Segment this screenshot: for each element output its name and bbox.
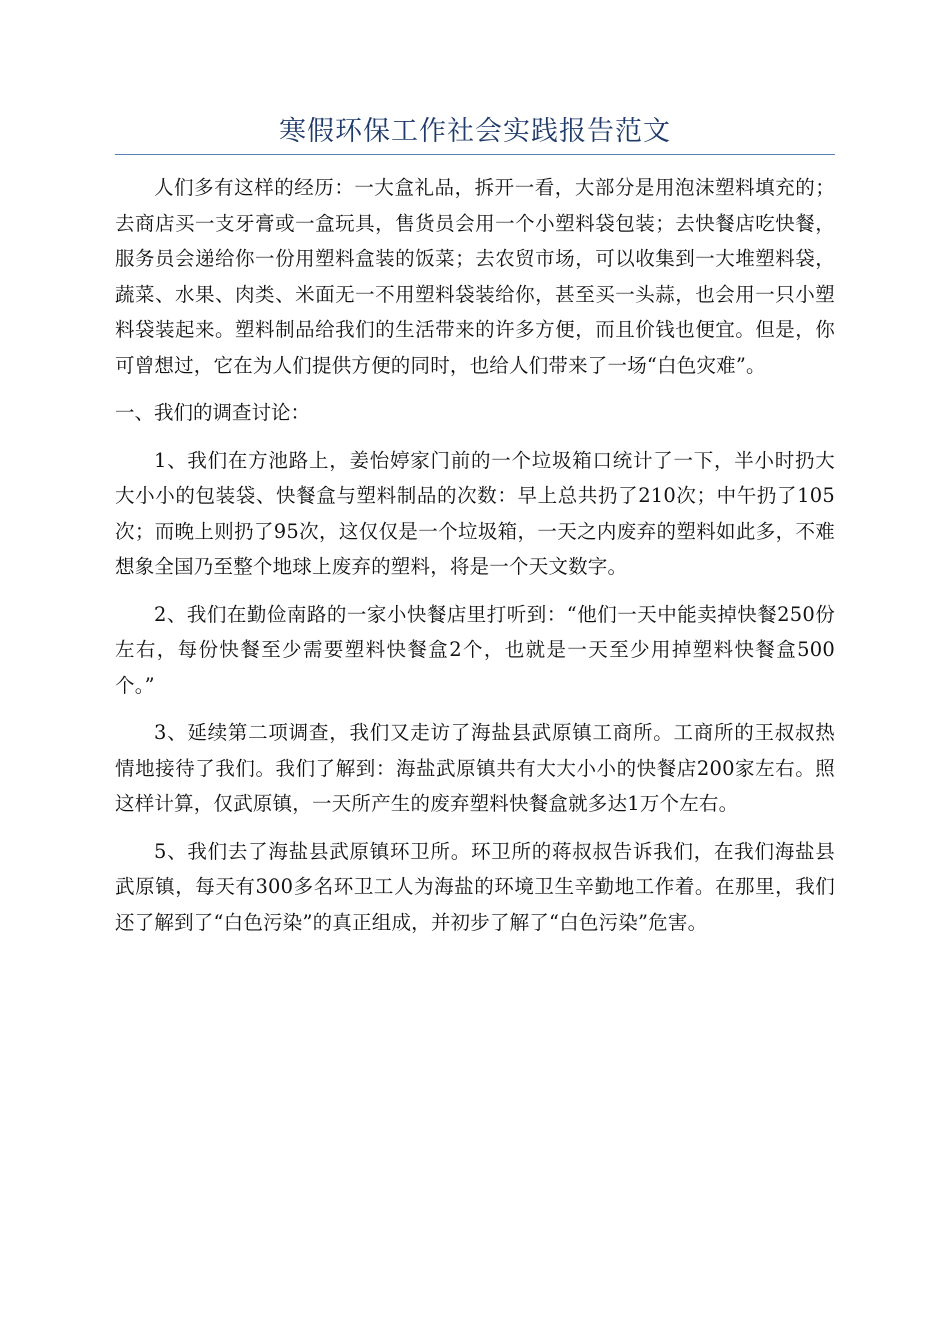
document-title: 寒假环保工作社会实践报告范文: [279, 116, 671, 147]
title-underline: [115, 154, 835, 155]
document-body: [115, 170, 835, 952]
finding-paragraph-3: 3、延续第二项调查，我们又走访了海盐县武原镇工商所。工商所的王叔叔热情地接待了我们。我们了解到：海盐武原镇共有大大小小的快餐店200家左右。照这样计算，仅武原镇，一天所产生的废弃塑料快餐盒就多达1万个左右。: [115, 721, 835, 815]
intro-paragraph: 人们多有这样的经历：一大盒礼品，拆开一看，大部分是用泡沫塑料填充的；去商店买一支牙膏或一盒玩具，售货员会用一个小塑料袋包装；去快餐店吃快餐，服务员会递给你一份用塑料盒装的饭菜；去农贸市场，可以收集到一大堆塑料袋，蔬菜、水果、肉类、米面无一不用塑料袋装给你，甚至买一头蒜，也会用一只小塑料袋装起来。塑料制品给我们的生活带来的许多方便，而且价钱也便宜。但是，你可曾想过，它在为人们提供方便的同时，也给人们带来了一场“白色灾难”。: [115, 176, 835, 377]
finding-paragraph-1: 1、我们在方池路上，姜怡婷家门前的一个垃圾箱口统计了一下，半小时扔大大小小的包装袋、快餐盒与塑料制品的次数：早上总共扔了210次；中午扔了105次；而晚上则扔了95次，这仅仅是一个垃圾箱，一天之内废弃的塑料如此多，不难想象全国乃至整个地球上废弃的塑料，将是一个天文数字。: [115, 448, 835, 578]
finding-paragraph-2: 2、我们在勤俭南路的一家小快餐店里打听到：“他们一天中能卖掉快餐250份左右，每份快餐至少需要塑料快餐盒2个，也就是一天至少用掉塑料快餐盒500个。”: [115, 602, 835, 697]
section-heading: 一、我们的调查讨论：: [115, 401, 311, 424]
finding-paragraph-5: 5、我们去了海盐县武原镇环卫所。环卫所的蒋叔叔告诉我们，在我们海盐县武原镇，每天有300多名环卫工人为海盐的环境卫生辛勤地工作着。在那里，我们还了解到了“白色污染”的真正组成，并初步了解了“白色污染”危害。: [115, 839, 835, 934]
